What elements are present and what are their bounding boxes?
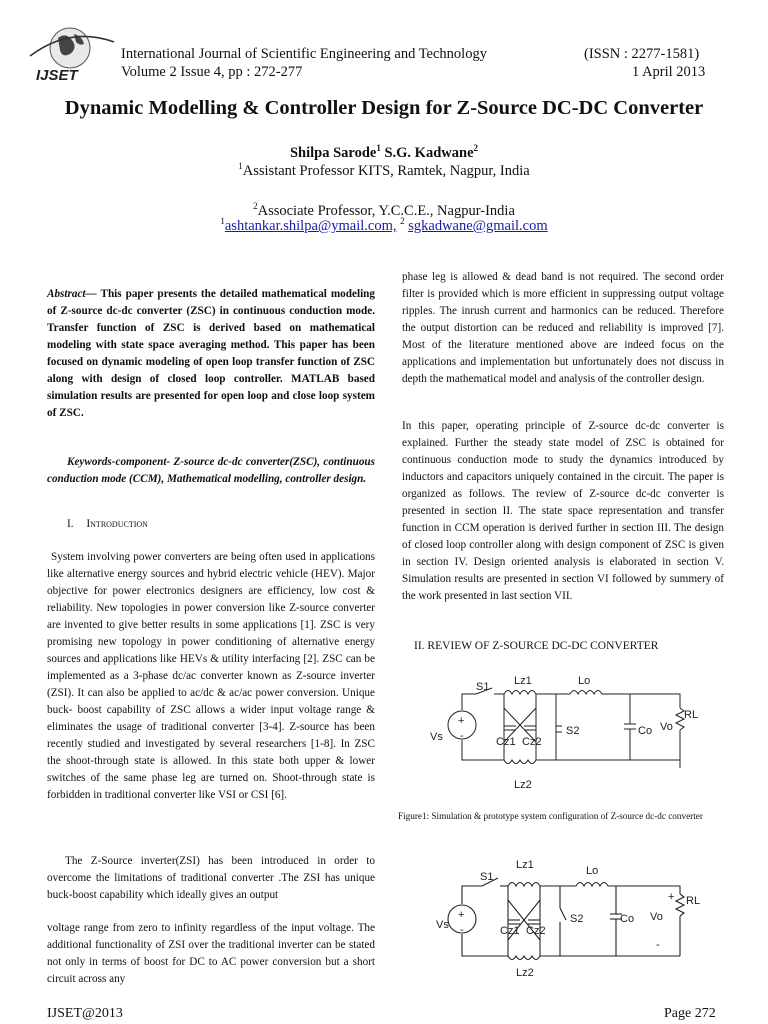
journal-logo	[22, 22, 118, 84]
fig2-label-minus-out: -	[656, 939, 660, 951]
aff2-sup: 2	[253, 201, 258, 211]
fig2-label-plus: +	[458, 909, 465, 921]
intro-text-2: The Z-Source inverter(ZSI) has been introduced in order to overcome the limitations of traditional converter .The ZSI has unique buck-boost capability which ideally gives an output	[47, 855, 375, 901]
fig2-label-vo: Vo	[650, 911, 663, 923]
fig2-label-minus: -	[460, 924, 464, 936]
section-2-heading: II. REVIEW OF Z-SOURCE DC-DC CONVERTER	[414, 640, 659, 652]
keywords	[47, 454, 375, 488]
label-s2: S2	[566, 725, 580, 737]
right-paragraph-1	[402, 269, 724, 388]
fig2-label-vs: Vs	[436, 919, 449, 931]
author-2: S.G. Kadwane	[384, 144, 474, 161]
fig2-label-plus-out: +	[668, 891, 675, 903]
fig2-label-lz2: Lz2	[516, 967, 534, 979]
footer-left: IJSET@2013	[47, 1006, 123, 1021]
fig2-label-s1: S1	[480, 871, 494, 883]
aff1-text: Assistant Professor KITS, Ramtek, Nagpur, India	[242, 162, 530, 179]
logo-text: IJSET	[36, 67, 78, 84]
intro-paragraph-2	[47, 853, 375, 904]
label-lo: Lo	[578, 675, 591, 687]
publication-date: 1 April 2013	[632, 64, 706, 80]
right-text-1: phase leg is allowed & dead band is not required. The second order filter is provided which is more efficient in suppressing output voltage ripples. The inrush current and harmonics can be reduced. Therefore the output distortion can be reduced and reliability is improved [7]. Most of the literature mentioned above are indeed focus on the applications and implementation but unfortunately does not discuss in depth the mathematical model and analysis of the controller design.	[402, 271, 724, 385]
label-rl: RL	[684, 709, 699, 721]
email-link-1[interactable]: ashtankar.shilpa@ymail.com,	[224, 217, 397, 234]
affiliation-1	[0, 161, 768, 180]
right-paragraph-2	[402, 418, 724, 605]
label-minus: -	[460, 730, 464, 742]
label-vo: Vo	[660, 721, 673, 733]
fig2-label-lz1: Lz1	[516, 859, 534, 871]
label-cz2: Cz2	[522, 736, 542, 748]
fig2-label-s2: S2	[570, 913, 584, 925]
author-1: Shilpa Sarode	[289, 144, 377, 161]
paper-title: Dynamic Modelling & Controller Design for Z-Source DC-DC Converter	[64, 97, 704, 119]
intro-paragraph-1	[47, 549, 375, 804]
fig2-label-rl: RL	[686, 895, 701, 907]
label-vs: Vs	[430, 731, 443, 743]
page-number: Page 272	[664, 1006, 716, 1021]
figure-1-caption: Figure1: Simulation & prototype system configuration of Z-source dc-dc converter	[398, 811, 703, 821]
intro-paragraph-3	[47, 920, 375, 988]
label-plus: +	[458, 715, 465, 727]
fig2-label-co: Co	[620, 913, 635, 925]
intro-text-1: System involving power converters are being often used in applications like alternative energy sources and hybrid electric vehicle (HEV). Major objective for power electronics designers are efficiency, low cost & reliability. New topologies in power conversion like Z-source converter are invented to give better results in some applications [1]. ZSC is very promising new topology in power conditioning of alternative energy sources and applications like HEVs & utility interfacing [2]. ZSC can be implemented as a 3-phase dc/ac converter known as Z-source inverter (ZSI). It can also be applied to ac/dc & ac/ac power conversion. Unique buck- boost capability of ZSC allows a wider input voltage range & eliminates the usage of traditional converter [3-4]. Z-source has been recently studied and investigated by several researchers [1-8]. In ZSC the shoot-through state is allowed. In this state both upper & lower switches of the same phase leg are turned on. Shoot-through state is forbidden in traditional converter like VSI or CSI [6].	[47, 551, 375, 801]
label-s1: S1	[476, 681, 490, 693]
label-lz2: Lz2	[514, 779, 532, 791]
figure-2-circuit	[420, 850, 720, 980]
figure-1-circuit	[420, 668, 720, 798]
volume-info: Volume 2 Issue 4, pp : 272-277	[121, 64, 303, 80]
email1-sup: 1	[220, 216, 225, 226]
abstract-label: Abstract—	[47, 288, 97, 300]
abstract-text: This paper presents the detailed mathematical modeling of Z-source dc-dc converter (ZSC) in continuous conduction mode. Transfer function of ZSC is derived based on mathematical modeling with state space averaging method. This paper has been focused on dynamic modeling of open loop transfer function of ZSC along with design of closed loop controller. MATLAB based simulation results are presented for open loop and close loop system of ZSC.	[47, 288, 375, 419]
email2-sup: 2	[400, 216, 405, 226]
label-lz1: Lz1	[514, 675, 532, 687]
label-co: Co	[638, 725, 653, 737]
abstract-block	[47, 286, 375, 422]
journal-name: International Journal of Scientific Engineering and Technology	[121, 46, 487, 62]
keywords-text: Keywords-component- Z-source dc-dc converter(ZSC), continuous conduction mode (CCM), Mathematical modelling, controller design.	[47, 456, 375, 485]
authors-line	[0, 143, 768, 162]
author-1-sup: 1	[376, 143, 381, 153]
email-link-2[interactable]: sgkadwane@gmail.com	[408, 217, 548, 234]
author-2-sup: 2	[473, 143, 479, 153]
section-1-title: Introduction	[86, 518, 148, 530]
label-cz1: Cz1	[496, 736, 516, 748]
aff2-text: Associate Professor, Y.C.C.E., Nagpur-India	[257, 202, 515, 219]
globe-icon	[22, 22, 118, 84]
aff1-sup: 1	[238, 161, 243, 171]
issn: (ISSN : 2277-1581)	[584, 46, 700, 62]
author-emails	[0, 216, 768, 235]
fig2-label-lo: Lo	[586, 865, 599, 877]
right-text-2: In this paper, operating principle of Z-source dc-dc converter is explained. Further the steady state model of ZSC is obtained for continuous conduction mode to study the dynamics introduced by inductors and capacitors uniquely contained in the circuit. The paper is organized as follows. The review of Z-source dc-dc converter is presented in section II. The state space representation and transfer function in CCM operation is derived further in section III. The design of closed loop controller along with design component of ZSC is given in section IV. Design oriented analysis is elaborated in section V. Simulation results are presented in section VI followed by summery of the work presented in last section VII.	[402, 420, 724, 602]
fig2-label-cz2: Cz2	[526, 925, 546, 937]
intro-text-3: voltage range from zero to infinity regardless of the input voltage. The additional functionality of ZSI over the traditional inverter can be stated not only in terms of boost for DC to AC power conversion but a short circuit across any	[47, 922, 375, 985]
section-1-heading	[67, 518, 148, 530]
fig2-label-cz1: Cz1	[500, 925, 520, 937]
section-1-number: I.	[67, 518, 74, 530]
